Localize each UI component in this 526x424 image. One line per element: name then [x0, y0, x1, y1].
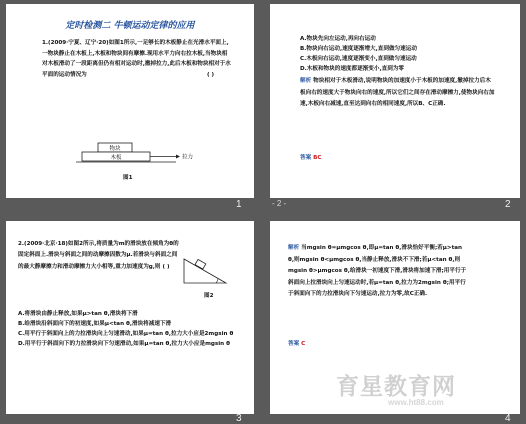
page-number: 3 [236, 413, 242, 424]
option-d: D.木板和物块的速度都逐渐变小,直到为零 [300, 66, 404, 72]
page-number: 4 [505, 413, 511, 424]
watermark-logo: 育星教育网 [336, 373, 456, 400]
option-a: A.将滑块由静止释放,如果μ>tan θ,滑块将下滑 [18, 311, 138, 317]
option-c: C.用平行于斜面向上的力拉滑块向上匀速滑动,如果μ=tan θ,拉力大小应是2mgsin θ [18, 331, 234, 337]
figure-caption: 图2 [204, 293, 214, 299]
figure-caption: 图1 [123, 175, 133, 181]
options-list [18, 309, 240, 349]
analysis-label: 解析 [288, 245, 300, 251]
option-b: B.物块向右运动,速度逐渐增大,直到做匀速运动 [300, 46, 417, 52]
answer-value: BC [313, 155, 322, 161]
incline [184, 259, 226, 283]
question-2-text: 2.(2009·北京·18)如图2所示,将质量为m的滑块放在倾角为θ的固定斜面上.滑块与斜面之间的动摩擦因数为μ.若滑块与斜面之间的最大静摩擦力和滑动摩擦力大小相等,重力加速度为g,则 ( ) [18, 241, 179, 270]
arrow-head-icon [176, 155, 180, 159]
answer-label: 答案 [300, 155, 312, 161]
options-list [300, 34, 500, 74]
answer-line [288, 339, 305, 350]
figure-1 [76, 142, 196, 168]
analysis-text: 物块相对于木板滑动,说明物块的加速度小于木板的加速度,撤掉拉力后木板向右的速度大于物块向右的速度,所以它们之间存在滑动摩擦力,使物块向右加速,木板向右减速,直至达到向右的相同速度,所以B、C正确. [300, 78, 495, 107]
page-number: 2 [505, 199, 511, 210]
watermark-url: www.ht88.com [388, 398, 444, 407]
fig-force-label: 拉力 [182, 154, 194, 161]
option-d: D.用平行于斜面向下的力拉滑块向下匀速滑动,如果μ=tan θ,拉力大小应是mgsin θ [18, 341, 230, 347]
figure-2 [182, 253, 228, 287]
page-number: 1 [236, 199, 242, 210]
option-b: B.给滑块沿斜面向下的初速度,如果μ<tan θ,滑块将减速下滑 [18, 321, 172, 327]
answer-label: 答案 [288, 341, 300, 347]
option-a: A.物块先向左运动,再向右运动 [300, 36, 376, 42]
page-dash-mark: - 2 - [272, 199, 287, 208]
fig-block-label: 物块 [109, 146, 121, 152]
analysis-text: 当mgsin θ=μmgcos θ,即μ=tan θ,滑块恰好平衡;若μ>tan θ,则mgsin θ<μmgcos θ,当静止释放,滑块不下滑;若μ<tan θ,则mgsin θ>μmgcos θ,给滑块一初速度下滑,滑块将加速下滑;用平行于斜面向上拉滑块向上匀速运动时,若μ=tan θ,拉力为2mgsin θ;用平行于斜面向下的力拉滑块向下匀速运动,拉力为零,故C正确. [288, 245, 467, 297]
slide-title: 定时检测二 牛顿运动定律的应用 [65, 21, 195, 31]
fig-board-label: 木板 [110, 155, 122, 161]
question-1-text: 1.(2009·宁夏、辽宁·20)如图1所示,一足够长的木板静止在光滑水平面上,一物块静止在木板上,木板和物块间有摩擦.现用水平力向右拉木板,当物块相对木板滑动了一段距离但仍有相对运动时,撤掉拉力,此后木板和物块相对于水平面的运动情况为 ( ) [42, 38, 232, 80]
option-c: C.木板向右运动,速度逐渐变小,直到做匀速运动 [300, 56, 417, 62]
slide-3[interactable] [6, 221, 254, 414]
analysis-block [300, 76, 496, 111]
answer-value: C [301, 341, 306, 347]
slide-1[interactable] [6, 4, 254, 198]
answer-bracket: ( ) [162, 263, 170, 270]
answer-line [300, 153, 322, 164]
slide-2[interactable] [270, 4, 520, 198]
slider-block [195, 259, 206, 269]
analysis-label: 解析 [300, 78, 312, 84]
analysis-block [288, 243, 468, 301]
answer-bracket: ( ) [206, 71, 214, 78]
